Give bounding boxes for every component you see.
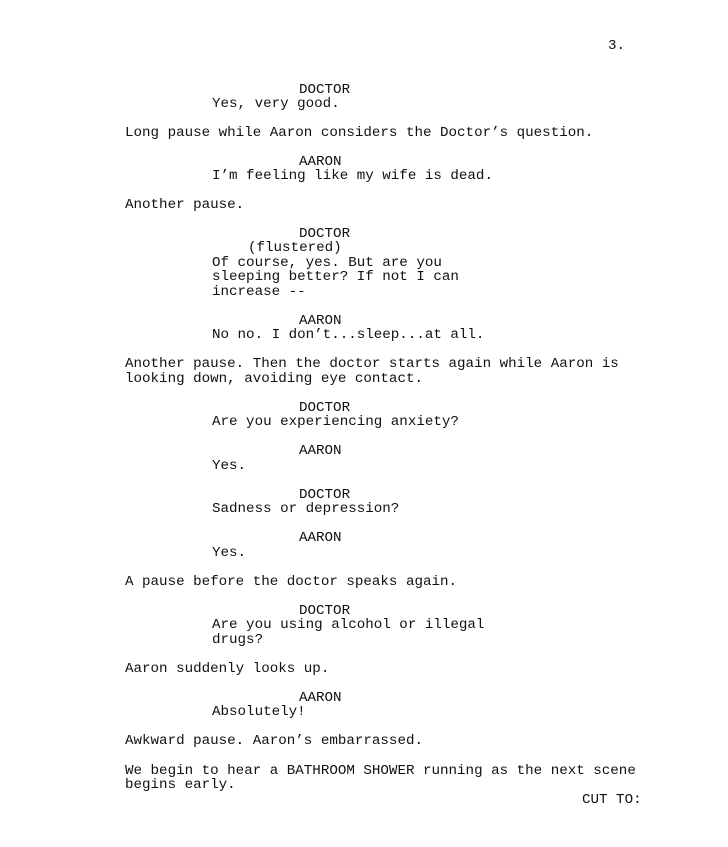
parenthetical: (flustered) bbox=[248, 240, 342, 256]
action-line: We begin to hear a BATHROOM SHOWER running as the next scene bbox=[125, 763, 636, 779]
character-name: AARON bbox=[299, 530, 342, 546]
character-name: AARON bbox=[299, 443, 342, 459]
dialogue-line: Yes. bbox=[212, 545, 247, 561]
dialogue-line: Of course, yes. But are you bbox=[212, 255, 442, 271]
dialogue-line: Yes. bbox=[212, 458, 247, 474]
dialogue-line: Sadness or depression? bbox=[212, 501, 400, 517]
action-line: looking down, avoiding eye contact. bbox=[125, 371, 423, 387]
character-name: DOCTOR bbox=[299, 400, 351, 416]
dialogue-line: I’m feeling like my wife is dead. bbox=[212, 168, 493, 184]
character-name: AARON bbox=[299, 313, 342, 329]
dialogue-line: Are you using alcohol or illegal bbox=[212, 617, 485, 633]
action-line: Another pause. Then the doctor starts again while Aaron is bbox=[125, 356, 619, 372]
character-name: AARON bbox=[299, 154, 342, 170]
action-line: Another pause. bbox=[125, 197, 245, 213]
character-name: DOCTOR bbox=[299, 487, 351, 503]
action-line: Aaron suddenly looks up. bbox=[125, 661, 330, 677]
action-line: begins early. bbox=[125, 777, 236, 793]
character-name: DOCTOR bbox=[299, 603, 351, 619]
page-number: 3. bbox=[608, 38, 626, 54]
dialogue-line: drugs? bbox=[212, 632, 264, 648]
dialogue-line: Absolutely! bbox=[212, 704, 306, 720]
dialogue-line: Yes, very good. bbox=[212, 96, 340, 112]
dialogue-line: sleeping better? If not I can bbox=[212, 269, 459, 285]
action-line: Awkward pause. Aaron’s embarrassed. bbox=[125, 733, 423, 749]
dialogue-line: Are you experiencing anxiety? bbox=[212, 414, 459, 430]
character-name: AARON bbox=[299, 690, 342, 706]
character-name: DOCTOR bbox=[299, 226, 351, 242]
dialogue-line: increase -- bbox=[212, 284, 306, 300]
action-line: A pause before the doctor speaks again. bbox=[125, 574, 458, 590]
dialogue-line: No no. I don’t...sleep...at all. bbox=[212, 327, 485, 343]
transition: CUT TO: bbox=[582, 792, 642, 808]
action-line: Long pause while Aaron considers the Doctor’s question. bbox=[125, 125, 594, 141]
character-name: DOCTOR bbox=[299, 82, 351, 98]
